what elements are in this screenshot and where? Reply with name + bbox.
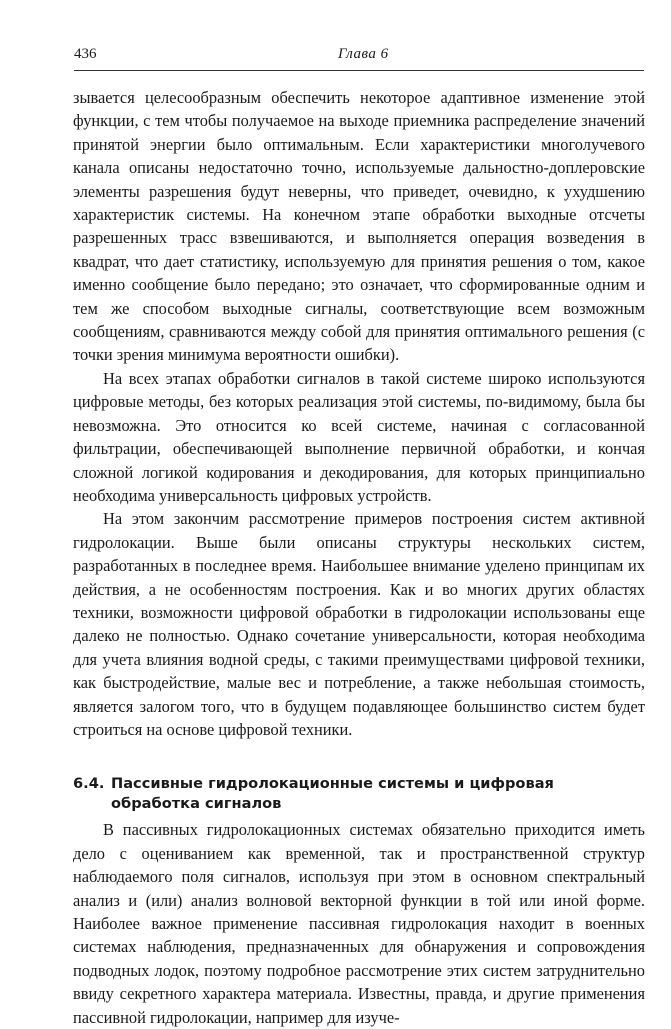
page-number: 436 [74,46,97,62]
page-body [73,86,645,1029]
paragraph-digital-methods: На всех этапах обработки сигналов в такой системе широко используются цифровые методы, без которых реализация этой системы, по-видимому, была бы невозможна. Это относится ко всей системе, начиная с согласованной фильтрации, обеспечивающей выполнение первичной обработки, и кончая сложной логикой кодирования и декодирования, для которых принципиально необходима универсальность цифровых устройств. [73,368,645,505]
running-head [74,44,644,71]
paragraph-passive-sonar: В пассивных гидролокационных системах обязательно приходится иметь дело с оцениванием как временной, так и пространственной структур наблюдаемого поля сигналов, используя при этом в основном спектральный анализ и (или) анализ волновой векторной функции в той или иной форме. Наиболее важное применение пассивная гидролокация находит в военных системах наблюдения, предназначенных для обнаружения и сопровождения подводных лодок, поэтому подробное рассмотрение этих систем затруднительно ввиду секретного характера материала. Известны, правда, и другие применения пассивной гидролокации, например для изуче- [73,820,645,1027]
section-title-line2: обработка сигналов [111,795,282,813]
chapter-label: Глава 6 [338,46,389,62]
section-title-line1: Пассивные гидролокационные системы и цифровая [111,775,554,793]
section-number: 6.4. [73,775,105,793]
section-heading [73,774,645,814]
paragraph-continued: зывается целесообразным обеспечить некоторое адаптивное изменение этой функции, с тем чтобы получаемое на выходе приемника распределение значений принятой энергии было оптимальным. Если характеристики многолучевого канала описаны недостаточно точно, используемые дальностно-доплеровские элементы разрешения будут неверны, что приведет, очевидно, к ухудшению характеристик системы. На конечном этапе обработки выходные отсчеты разрешенных трасс взвешиваются, и выполняется операция возведения в квадрат, что дает статистику, используемую для принятия решения о том, какое именно сообщение было передано; это означает, что сформированные одним и тем же способом выходные сигналы, соответствующие всем возможным сообщениям, сравниваются между собой для принятия оптимального решения (с точки зрения минимума вероятности ошибки). [73,88,645,365]
paragraph-conclusion: На этом закончим рассмотрение примеров построения систем активной гидролокации. Выше были описаны структуры нескольких систем, разработанных в последнее время. Наибольшее внимание уделено принципам их действия, а не особенностям построения. Как и во многих других областях техники, возможности цифровой обработки в гидролокации использованы еще далеко не полностью. Однако сочетание универсальности, которая необходима для учета влияния водной среды, с такими преимуществами цифровой техники, как быстродействие, малые вес и потребление, а также небольшая стоимость, является залогом того, что в будущем подавляющее большинство систем будет строиться на основе цифровой техники. [73,509,645,739]
